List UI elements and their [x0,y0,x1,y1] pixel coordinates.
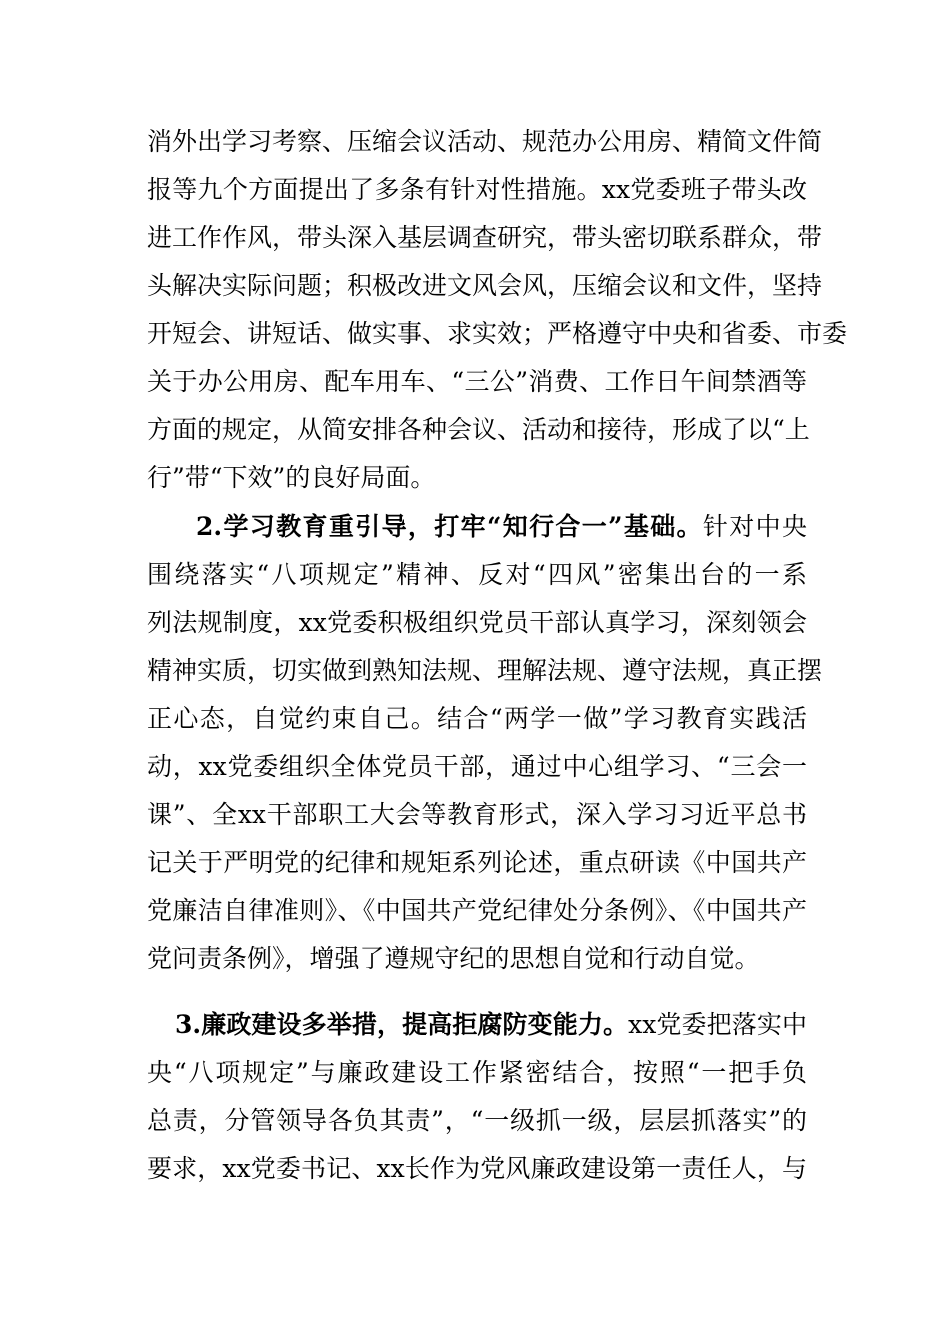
paragraph-2-line-9: 党廉洁自律准则》、《中国共产党纪律处分条例》、《中国共产 [147,896,807,925]
paragraph-2-line-8: 记关于严明党的纪律和规矩系列论述，重点研读《中国共产 [147,848,807,877]
paragraph-3-line-3: 总责，分管领导各负其责”，“一级抓一级，层层抓落实”的 [147,1106,807,1135]
paragraph-2-line-3: 列法规制度，xx党委积极组织党员干部认真学习，深刻领会 [147,608,807,637]
paragraph-3-line-2: 央“八项规定”与廉政建设工作紧密结合，按照“一把手负 [147,1058,807,1087]
paragraph-2-line-7: 课”、全xx干部职工大会等教育形式，深入学习习近平总书 [147,800,807,829]
paragraph-1-line-2: 报等九个方面提出了多条有针对性措施。xx党委班子带头改 [147,175,807,204]
paragraph-3-heading: 3.廉政建设多举措，提高拒腐防变能力。 [175,1010,629,1039]
paragraph-3-first-line [175,1005,807,1045]
paragraph-2-line-6: 动，xx党委组织全体党员干部，通过中心组学习、“三会一 [147,752,807,781]
paragraph-1-line-5: 开短会、讲短话、做实事、求实效；严格遵守中央和省委、市委 [147,319,848,348]
paragraph-1-line-8: 行”带“下效”的良好局面。 [147,463,436,492]
paragraph-1-line-4: 头解决实际问题；积极改进文风会风，压缩会议和文件，坚持 [147,271,823,300]
paragraph-1-line-6: 关于办公用房、配车用车、“三公”消费、工作日午间禁酒等 [147,367,807,396]
paragraph-1-line-1: 消外出学习考察、压缩会议活动、规范办公用房、精简文件简 [147,127,823,156]
paragraph-1-line-3: 进工作作风，带头深入基层调查研究，带头密切联系群众，带 [147,223,823,252]
paragraph-2-line-10: 党问责条例》，增强了遵规守纪的思想自觉和行动自觉。 [147,944,760,973]
paragraph-3-line-4: 要求，xx党委书记、xx长作为党风廉政建设第一责任人，与 [147,1154,807,1183]
paragraph-2-line-2: 围绕落实“八项规定”精神、反对“四风”密集出台的一系 [147,560,807,589]
paragraph-3-first-line-rest: xx党委把落实中 [628,1010,807,1039]
paragraph-2-line-5: 正心态，自觉约束自己。结合“两学一做”学习教育实践活 [147,704,807,733]
paragraph-2-first-line [196,507,807,547]
paragraph-2-first-line-rest: 针对中央 [702,512,807,541]
paragraph-2-line-4: 精神实质，切实做到熟知法规、理解法规、遵守法规，真正摆 [147,656,823,685]
paragraph-2-heading: 2.学习教育重引导，打牢“知行合一”基础。 [196,512,703,541]
paragraph-1-line-7: 方面的规定，从简安排各种会议、活动和接待，形成了以“上 [147,415,810,444]
